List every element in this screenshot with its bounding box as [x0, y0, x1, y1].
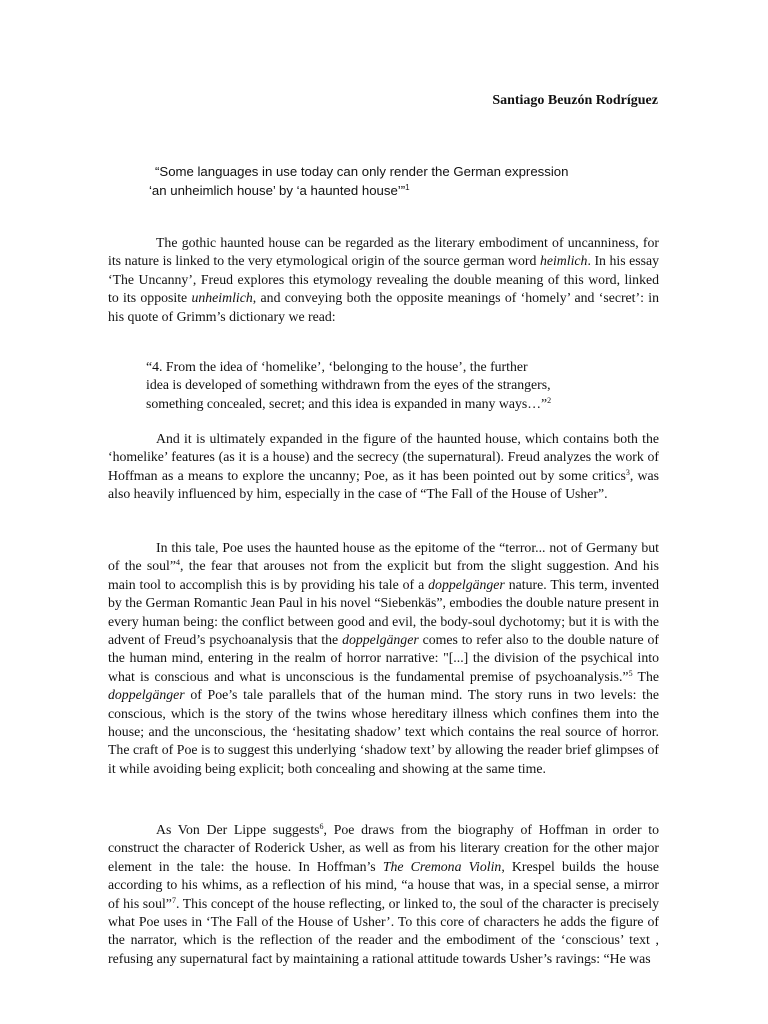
paragraph-text: The [632, 668, 659, 684]
footnote-marker: 7 [171, 895, 176, 905]
footnote-marker: 2 [547, 395, 552, 405]
epigraph-line-text: ‘an unheimlich house’ by ‘a haunted house’” [149, 183, 406, 198]
footnote-marker: 4 [176, 558, 180, 568]
footnote-marker: 1 [405, 183, 410, 192]
paragraph-text: , Poe draws from the biography of Hoffman in order to construct the character of Roderick Usher, as well as from his literary creation for the other major element in the tale: the house. In Hoffman’s [108, 822, 659, 874]
paragraph-text: comes to refer also to the double nature of the human mind, entering in the realm of horror narrative: "[...] the division of the psychical into what is conscious and what is unconscious is the fundamental premise of psychoanalysis.” [108, 632, 660, 684]
italic-title: The Cremona Violin [382, 858, 502, 874]
italic-term: doppelgänger [428, 576, 505, 592]
paragraph-doppelganger [108, 539, 659, 778]
epigraph-line: “Some languages in use today can only render the German expression [155, 164, 569, 179]
paragraph-text: nature. This term, invented by the German Romantic Jean Paul in his novel “Siebenkäs”, embodies the double nature present in every human being: the conflict between good and evil, the body-soul dychotomy; but it is with the advent of Freud’s psychoanalysis that the [108, 576, 659, 648]
block-quote [146, 358, 616, 413]
paragraph-text: , and conveying both the opposite meanings of ‘homely’ and ‘secret’: in his quote of Grimm’s dictionary we read: [108, 290, 659, 324]
quote-line: “4. From the idea of ‘homelike’, ‘belonging to the house’, the further [146, 359, 528, 374]
italic-term: doppelgänger [342, 632, 419, 648]
quote-line: idea is developed of something withdrawn from the eyes of the strangers, [146, 377, 551, 393]
paragraph-etymology [108, 234, 659, 326]
paragraph-text: , Krespel builds the house according to his whims, as a reflection of his mind, “a house that was, in a special sense, a mirror of his soul” [108, 858, 659, 911]
italic-term: unheimlich [191, 290, 253, 306]
paragraph-text: In this tale, Poe uses the haunted house as the epitome of the “terror... not of Germany but of the soul” [108, 540, 659, 574]
paragraph-text: And it is ultimately expanded in the figure of the haunted house, which contains both the ‘homelike’ features (as it is a house) and the secrecy (the supernatural). Freud analyzes the work of Hoffman as a means to explore the uncanny; Poe, as it has been pointed out by some critics [108, 431, 659, 483]
footnote-marker: 6 [319, 822, 324, 831]
paragraph-text: The gothic haunted house can be regarded as the literary embodiment of uncanniness, for its nature is linked to the very etymological origin of the source german word [108, 235, 659, 269]
paragraph-text: , the fear that arouses not from the explicit but from the slight suggestion. And his main tool to accomplish this is by providing his tale of a [108, 558, 659, 592]
paragraph-haunted-house [108, 430, 659, 504]
footnote-marker: 3 [625, 467, 630, 477]
paragraph-text: As Von Der Lippe suggests [156, 822, 320, 837]
footnote-marker: 5 [628, 668, 633, 678]
paragraph-text: , was also heavily influenced by him, especially in the case of “The Fall of the House of Usher”. [108, 467, 659, 502]
author-name: Santiago Beuzón Rodríguez [492, 93, 658, 108]
italic-term: heimlich [539, 253, 588, 269]
paragraph-text: of Poe’s tale parallels that of the human mind. The story runs in two levels: the conscious, which is the story of the twins whose hereditary illness which confines them into the house; and the unconscious, the ‘hesitating shadow’ text which contains the real source of horror. The craft of Poe is to suggest this underlying ‘shadow text’ by allowing the reader brief glimpses of it while avoiding being explicit; both concealing and showing at the same time. [108, 687, 659, 776]
epigraph-line-2 [149, 181, 619, 200]
quote-line-text: something concealed, secret; and this idea is expanded in many ways…” [146, 395, 548, 411]
italic-term: doppelgänger [108, 687, 185, 703]
quote-line-3 [146, 395, 616, 413]
paragraph-text: . In his essay ‘The Uncanny’, Freud explores this etymology revealing the double meaning of this word, linked to its opposite [108, 253, 660, 306]
epigraph [149, 162, 619, 200]
paragraph-text: . This concept of the house reflecting, or linked to, the soul of the character is precisely what Poe uses in ‘The Fall of the House of Usher’. To this core of characters he adds the figure of the narrator, which is the reflection of the reader and the embodiment of the ‘conscious’ text , refusing any supernatural fact by maintaining a rational attitude towards Usher’s ravings: “He was [108, 895, 659, 966]
paragraph-von-der-lippe [108, 821, 659, 968]
